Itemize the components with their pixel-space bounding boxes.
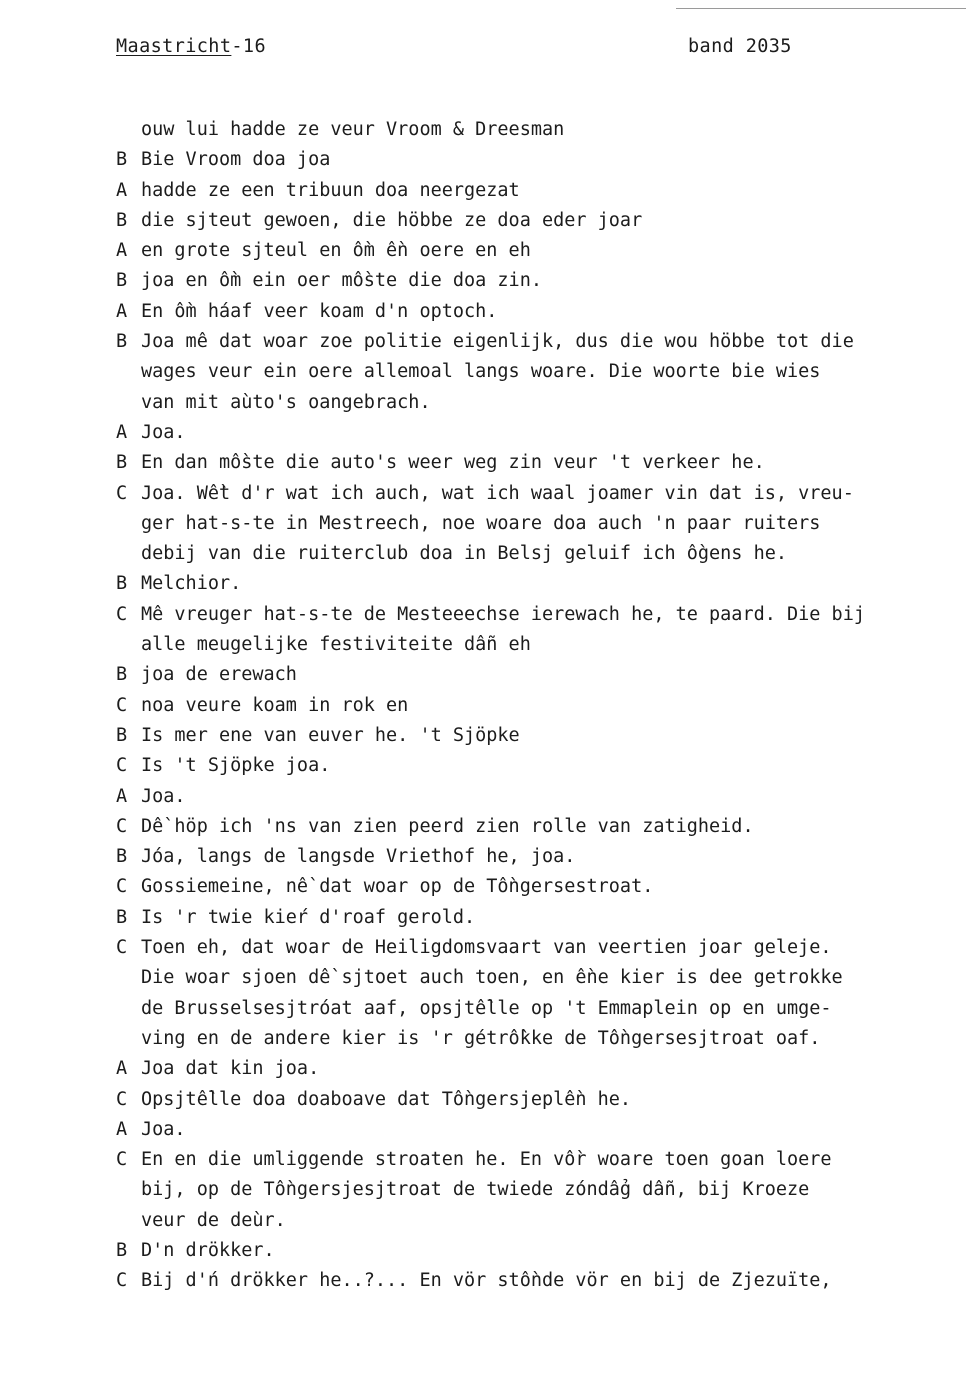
- speaker-label: B: [116, 1239, 128, 1261]
- speaker-label: C: [116, 937, 128, 959]
- document-title: [116, 36, 266, 57]
- transcript-line: [116, 600, 961, 630]
- speaker-label: A: [116, 300, 128, 322]
- utterance-text: Joa.: [141, 1118, 186, 1140]
- utterance-text: Melchior.: [141, 573, 242, 595]
- speaker-label: C: [116, 755, 128, 777]
- transcript-line: [116, 115, 961, 145]
- transcript-line: [116, 933, 961, 963]
- transcript-line: [116, 509, 961, 539]
- utterance-text: Die woar sjoen dề sjtoet auch toen, en ềne kier is dee getrokke: [141, 967, 843, 989]
- speaker-label: C: [116, 482, 128, 504]
- transcript-line: [116, 691, 961, 721]
- speaker-label: B: [116, 724, 128, 746]
- transcript-line: [116, 812, 961, 842]
- utterance-text: Jóa, langs de langsde Vriethof he, joa.: [141, 846, 576, 868]
- transcript-line: [116, 1115, 961, 1145]
- utterance-text: Dề höp ich 'ns van zien peerd zien rolle van zatigheid.: [141, 815, 754, 837]
- utterance-text: veur de deùr.: [141, 1209, 286, 1231]
- transcript-line: [116, 782, 961, 812]
- transcript-line: [116, 842, 961, 872]
- transcript-line: [116, 1175, 961, 1205]
- transcript-line: [116, 1206, 961, 1236]
- utterance-text: Is 'r twie kieŕ d'roaf gerold.: [141, 906, 476, 928]
- speaker-label: B: [116, 846, 128, 868]
- speaker-label: C: [116, 1149, 128, 1171]
- utterance-text: ouw lui hadde ze veur Vroom & Dreesman: [141, 119, 565, 140]
- transcript-line: [116, 1054, 961, 1084]
- speaker-label: B: [116, 573, 128, 595]
- utterance-text: Joa.: [141, 421, 186, 443]
- utterance-text: Bie Vroom doa joa: [141, 149, 331, 171]
- utterance-text: Joa mê dat woar zoe politie eigenlijk, dus die wou höbbe tot die: [141, 331, 854, 353]
- transcript-line: [116, 297, 961, 327]
- speaker-label: B: [116, 906, 128, 928]
- speaker-label: C: [116, 603, 128, 625]
- utterance-text: bij, op de Tồngersjesjtroat de twiede zóndẩg dẫn, bij Kroeze: [141, 1179, 810, 1201]
- tape-number: band 2035: [688, 36, 792, 57]
- utterance-text: Is mer ene van euver he. 't Sjöpke: [141, 724, 520, 746]
- transcript-line: [116, 206, 961, 236]
- transcript-line: [116, 903, 961, 933]
- speaker-label: C: [116, 1270, 128, 1292]
- speaker-label: C: [116, 815, 128, 837]
- transcript-line: [116, 388, 961, 418]
- document-title-main: Maastricht: [116, 36, 232, 57]
- utterance-text: Toen eh, dat woar de Heiligdomsvaart van veertien joar geleje.: [141, 937, 832, 959]
- transcript-line: [116, 1085, 961, 1115]
- utterance-text: ger hat-s-te in Mestreech, noe woare doa auch 'n paar ruiters: [141, 512, 821, 534]
- transcript-line: [116, 1024, 961, 1054]
- transcript-line: [116, 1236, 961, 1266]
- transcript-line: [116, 236, 961, 266]
- speaker-label: C: [116, 1088, 128, 1110]
- speaker-label: C: [116, 876, 128, 898]
- speaker-label: B: [116, 149, 128, 171]
- transcript-line: [116, 539, 961, 569]
- utterance-text: Is 't Sjöpke joa.: [141, 755, 331, 777]
- utterance-text: Gossiemeine, nề dat woar op de Tồngersestroat.: [141, 876, 654, 898]
- transcript-line: [116, 176, 961, 206]
- utterance-text: noa veure koam in rok en: [141, 694, 409, 716]
- utterance-text: joa de erewach: [141, 664, 297, 686]
- speaker-label: B: [116, 452, 128, 474]
- transcript-line: [116, 660, 961, 690]
- utterance-text: alle meugelijke festiviteite dẫn eh: [141, 634, 531, 656]
- transcript-line: [116, 721, 961, 751]
- transcript-line: [116, 751, 961, 781]
- transcript-line: [116, 630, 961, 660]
- utterance-text: En en die umliggende stroaten he. En vồr woare toen goan loere: [141, 1149, 832, 1171]
- document-title-suffix: -16: [231, 36, 267, 57]
- transcript-line: [116, 145, 961, 175]
- utterance-text: Mê vreuger hat-s-te de Mesteeechse ierewach he, te paard. Die bij: [141, 603, 865, 625]
- transcript: [116, 115, 961, 1297]
- utterance-text: wages veur ein oere allemoal langs woare. Die woorte bie wies: [141, 361, 821, 383]
- transcript-line: [116, 1145, 961, 1175]
- utterance-text: en grote sjteul en ồm ền oere en eh: [141, 240, 531, 262]
- utterance-text: En dan mồste die auto's weer weg zin veur 't verkeer he.: [141, 452, 765, 474]
- speaker-label: A: [116, 1058, 128, 1080]
- transcript-line: [116, 872, 961, 902]
- utterance-text: de Brusselsesjtróat aaf, opsjtềlle op 't Emmaplein op en umge-: [141, 997, 832, 1019]
- speaker-label: A: [116, 421, 128, 443]
- transcript-line: [116, 963, 961, 993]
- utterance-text: En ồm háaf veer koam d'n optoch.: [141, 300, 498, 322]
- transcript-line: [116, 327, 961, 357]
- utterance-text: Bij d'ń drökker he..?... En vör stồnde vör en bij de Zjezuïte,: [141, 1270, 832, 1292]
- utterance-text: Joa.: [141, 785, 186, 807]
- transcript-line: [116, 418, 961, 448]
- transcript-line: [116, 357, 961, 387]
- utterance-text: ving en de andere kier is 'r gétrồkke de Tồngersesjtroat oaf.: [141, 1027, 821, 1049]
- transcript-line: [116, 448, 961, 478]
- utterance-text: joa en ồm ein oer mồste die doa zin.: [141, 270, 542, 292]
- transcript-line: [116, 994, 961, 1024]
- utterance-text: Joa dat kin joa.: [141, 1058, 320, 1080]
- speaker-label: A: [116, 1118, 128, 1140]
- utterance-text: hadde ze een tribuun doa neergezat: [141, 179, 520, 201]
- transcript-line: [116, 569, 961, 599]
- utterance-text: debij van die ruiterclub doa in Belsj geluif ich ồgens he.: [141, 543, 788, 565]
- speaker-label: B: [116, 270, 128, 292]
- utterance-text: van mit aùto's oangebrach.: [141, 391, 431, 413]
- speaker-label: A: [116, 179, 128, 201]
- speaker-label: C: [116, 694, 128, 716]
- transcript-line: [116, 266, 961, 296]
- utterance-text: D'n drökker.: [141, 1239, 275, 1261]
- utterance-text: die sjteut gewoen, die höbbe ze doa eder joar: [141, 209, 643, 231]
- speaker-label: B: [116, 331, 128, 353]
- speaker-label: B: [116, 209, 128, 231]
- utterance-text: Opsjtềlle doa doaboave dat Tồngersjeplền he.: [141, 1088, 632, 1110]
- top-rule: [676, 8, 966, 9]
- speaker-label: A: [116, 240, 128, 262]
- speaker-label: B: [116, 664, 128, 686]
- transcript-line: [116, 479, 961, 509]
- utterance-text: Joa. Wềt d'r wat ich auch, wat ich waal joamer vin dat is, vreu-: [141, 482, 854, 504]
- speaker-label: A: [116, 785, 128, 807]
- transcript-line: [116, 1266, 961, 1296]
